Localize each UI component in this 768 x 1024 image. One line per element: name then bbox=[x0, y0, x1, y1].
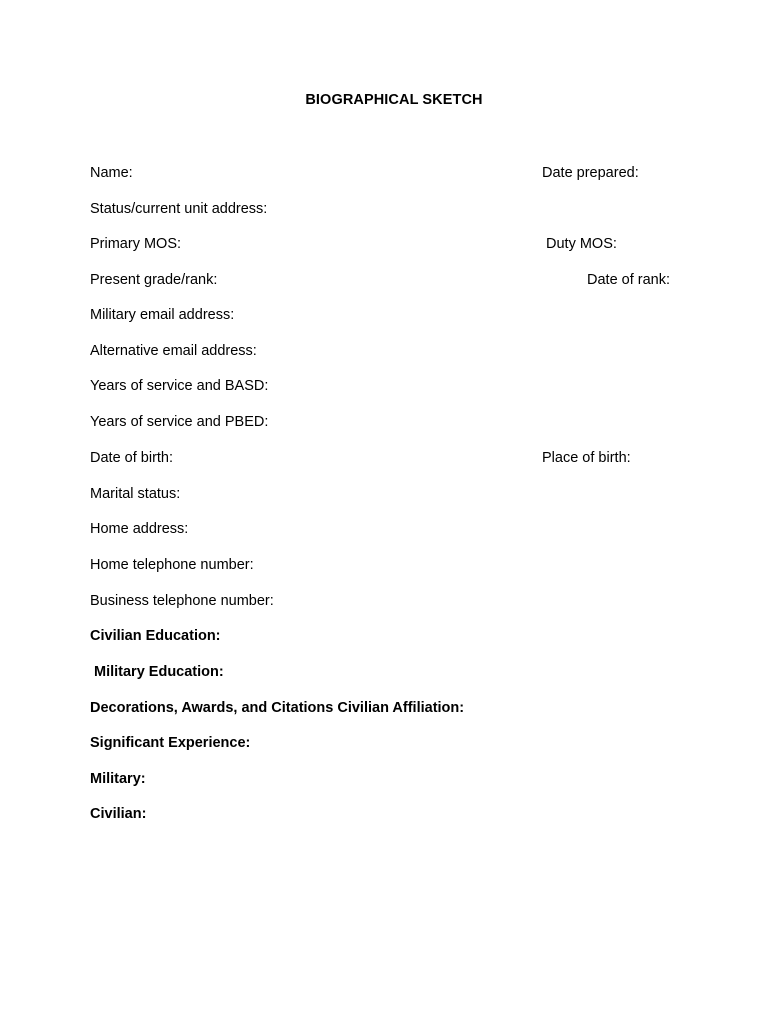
present-grade-label: Present grade/rank: bbox=[90, 272, 218, 288]
duty-mos-label: Duty MOS: bbox=[546, 236, 617, 252]
date-of-birth-label: Date of birth: bbox=[90, 450, 174, 466]
name-label: Name: bbox=[90, 165, 133, 181]
business-phone-label: Business telephone number: bbox=[90, 593, 274, 609]
civilian-heading: Civilian: bbox=[90, 806, 147, 822]
decorations-heading: Decorations, Awards, and Citations Civilian Affiliation: bbox=[90, 700, 465, 716]
civilian-education-heading: Civilian Education: bbox=[90, 628, 221, 644]
military-email-label: Military email address: bbox=[90, 307, 235, 323]
home-address-label: Home address: bbox=[90, 521, 189, 537]
status-address-label: Status/current unit address: bbox=[90, 201, 268, 217]
military-heading: Military: bbox=[90, 771, 146, 787]
marital-status-label: Marital status: bbox=[90, 486, 181, 502]
primary-mos-label: Primary MOS: bbox=[90, 236, 182, 252]
place-of-birth-label: Place of birth: bbox=[542, 450, 631, 466]
date-of-rank-label: Date of rank: bbox=[587, 272, 671, 288]
date-prepared-label: Date prepared: bbox=[542, 165, 639, 181]
military-education-heading: Military Education: bbox=[94, 664, 224, 680]
alternative-email-label: Alternative email address: bbox=[90, 343, 257, 359]
home-phone-label: Home telephone number: bbox=[90, 557, 254, 573]
years-basd-label: Years of service and BASD: bbox=[90, 378, 269, 394]
significant-experience-heading: Significant Experience: bbox=[90, 735, 251, 751]
years-pbed-label: Years of service and PBED: bbox=[90, 414, 269, 430]
document-title: BIOGRAPHICAL SKETCH bbox=[305, 92, 483, 108]
